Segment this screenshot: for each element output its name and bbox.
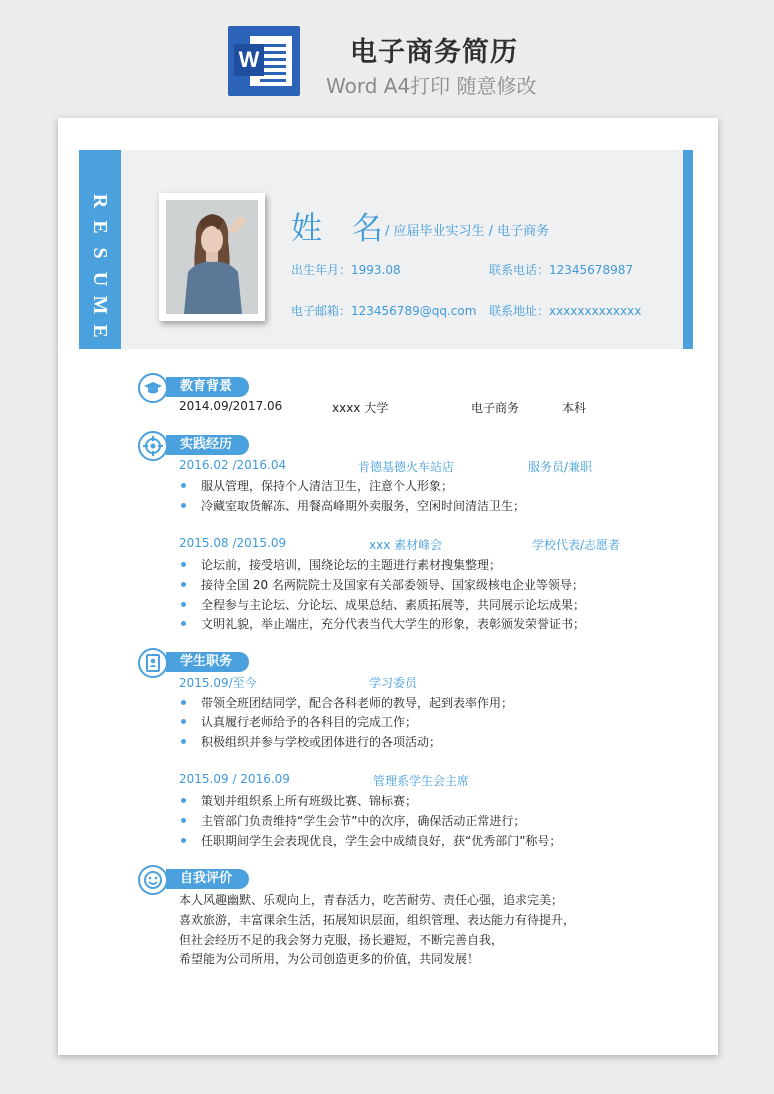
- list-item: 任职期间学生会表现优良，学生会中成绩良好，获“优秀部门”称号；: [201, 834, 562, 848]
- word-letter: W: [234, 44, 264, 76]
- job-period: 2016.02 /2016.04: [179, 458, 287, 472]
- self-eval-title: 自我评价: [166, 869, 249, 889]
- self-eval-line: 本人风趣幽默、乐观向上，青春活力，吃苦耐劳、责任心强，追求完美；: [179, 893, 564, 907]
- phone-info: 联系电话：12345678987: [489, 263, 633, 277]
- target-icon: [138, 431, 168, 461]
- id-card-icon: [138, 648, 168, 678]
- position-period: 2015.09 / 2016.09: [179, 772, 290, 786]
- resume-letter: S: [89, 247, 111, 259]
- list-item: 积极组织并参与学校或团体进行的各项活动；: [201, 735, 442, 749]
- birth-info: 出生年月：1993.08: [291, 263, 401, 277]
- address-info: 联系地址：xxxxxxxxxxxxx: [489, 304, 642, 318]
- profile-banner: [79, 150, 693, 349]
- position-role: 管理系学生会主席: [373, 774, 470, 788]
- education-degree: 本科: [562, 401, 587, 415]
- list-item: 冷藏室取货解冻、用餐高峰期外卖服务，空闲时间清洁卫生；: [201, 499, 526, 513]
- bullet-dot: [181, 621, 186, 626]
- list-item: 接待全国 20 名两院院士及国家有关部委领导、国家级核电企业等领导；: [201, 578, 584, 592]
- list-item: 策划并组织系上所有班级比赛、锦标赛；: [201, 794, 418, 808]
- education-school: xxxx 大学: [332, 401, 389, 415]
- resume-page: [58, 118, 718, 1055]
- resume-vertical-word: [79, 188, 121, 344]
- bullet-dot: [181, 719, 186, 724]
- banner-right-bar: [683, 150, 693, 349]
- self-eval-line: 但社会经历不足的我会努力克服，扬长避短，不断完善自我，: [179, 933, 504, 947]
- smiley-icon: [138, 865, 168, 895]
- job-place: xxx 素材峰会: [369, 538, 443, 552]
- bullet-dot: [181, 503, 186, 508]
- bullet-dot: [181, 483, 186, 488]
- resume-letter: E: [89, 220, 111, 234]
- resume-letter: M: [89, 295, 111, 315]
- bullet-dot: [181, 562, 186, 567]
- practice-title: 实践经历: [166, 435, 249, 455]
- job-role: 学校代表/志愿者: [532, 538, 621, 552]
- profile-photo-frame: [159, 193, 265, 321]
- bullet-dot: [181, 818, 186, 823]
- job-role: 服务员/兼职: [528, 460, 593, 474]
- email-info: 电子邮箱：123456789@qq.com: [291, 304, 477, 318]
- bullet-dot: [181, 798, 186, 803]
- position-role: 学习委员: [369, 676, 418, 690]
- resume-side-bar: [79, 150, 121, 349]
- list-item: 主管部门负责维持“学生会节”中的次序，确保活动正常进行；: [201, 814, 526, 828]
- education-period: 2014.09/2017.06: [179, 399, 283, 413]
- list-item: 全程参与主论坛、分论坛、成果总结、素质拓展等，共同展示论坛成果；: [201, 598, 586, 612]
- list-item: 认真履行老师给予的各科目的完成工作；: [201, 715, 418, 729]
- list-item: 文明礼貌，举止端庄，充分代表当代大学生的形象，表彰颁发荣誉证书；: [201, 617, 586, 631]
- education-title: 教育背景: [166, 377, 249, 397]
- bullet-dot: [181, 700, 186, 705]
- list-item: 带领全班团结同学，配合各科老师的教导，起到表率作用；: [201, 696, 514, 710]
- resume-name: 姓 名: [291, 211, 393, 247]
- resume-tagline: / 应届毕业实习生 / 电子商务: [385, 224, 550, 239]
- job-period: 2015.08 /2015.09: [179, 536, 287, 550]
- bullet-dot: [181, 838, 186, 843]
- resume-letter: U: [89, 271, 111, 287]
- self-eval-line: 希望能为公司所用，为公司创造更多的价值，共同发展！: [179, 952, 480, 966]
- resume-letter: R: [89, 193, 111, 209]
- word-logo-icon: [228, 26, 300, 96]
- self-eval-line: 喜欢旅游，丰富课余生活，拓展知识层面，组织管理、表达能力有待提升，: [179, 913, 576, 927]
- list-item: 服从管理，保持个人清洁卫生，注意个人形象；: [201, 479, 454, 493]
- list-item: 论坛前，接受培训，围绕论坛的主题进行素材搜集整理；: [201, 558, 502, 572]
- graduation-cap-icon: [138, 373, 168, 403]
- resume-letter: E: [89, 324, 111, 338]
- bullet-dot: [181, 739, 186, 744]
- position-period: 2015.09/至今: [179, 676, 257, 690]
- positions-title: 学生职务: [166, 652, 249, 672]
- header-subtitle: Word A4打印 随意修改: [326, 74, 537, 98]
- header-title: 电子商务简历: [350, 37, 518, 68]
- job-place: 肯德基德火车站店: [358, 460, 455, 474]
- bullet-dot: [181, 602, 186, 607]
- profile-photo: [166, 200, 258, 314]
- education-major: 电子商务: [471, 401, 520, 415]
- top-header: [0, 0, 774, 110]
- bullet-dot: [181, 582, 186, 587]
